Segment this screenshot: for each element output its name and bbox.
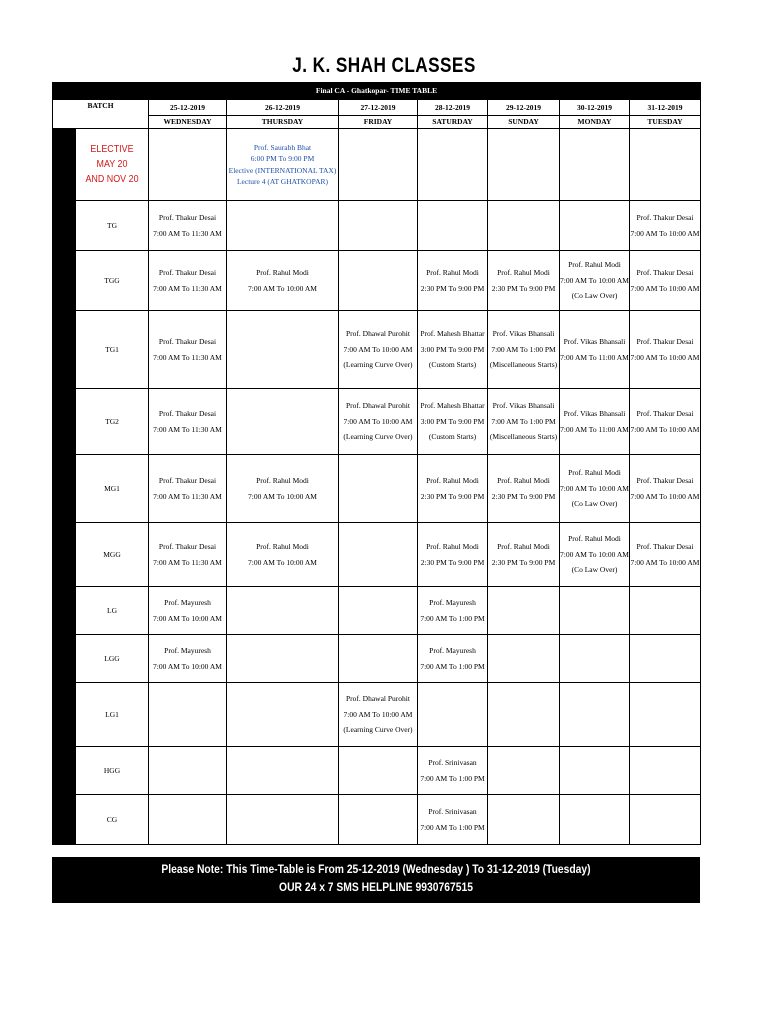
professor-name: Prof. Rahul Modi	[256, 476, 309, 486]
date-header: 26-12-2019	[227, 100, 339, 116]
batch-name: TG	[76, 201, 149, 251]
elective-cell-thursday	[227, 129, 339, 201]
elective-professor: Prof. Saurabh Bhat	[253, 142, 312, 152]
schedule-cell	[488, 251, 560, 311]
batch-name: LGG	[76, 635, 149, 683]
schedule-cell	[630, 311, 701, 389]
schedule-cell	[630, 683, 701, 747]
professor-name: Prof. Dhawal Purohit	[346, 329, 410, 339]
class-time: 7:00 AM To 10:00 AM	[560, 483, 629, 493]
schedule-cell	[149, 455, 227, 523]
class-time: 7:00 AM To 10:00 AM	[248, 557, 317, 567]
professor-name: Prof. Mayuresh	[429, 646, 476, 656]
class-time: 3:00 PM To 9:00 PM	[420, 416, 485, 426]
schedule-cell	[227, 635, 339, 683]
schedule-cell	[149, 587, 227, 635]
class-time: 7:00 AM To 11:30 AM	[153, 424, 222, 434]
batch-name: HGG	[76, 747, 149, 795]
schedule-cell	[227, 747, 339, 795]
class-time: 7:00 AM To 1:00 PM	[420, 822, 485, 832]
schedule-cell	[630, 795, 701, 845]
schedule-cell	[149, 683, 227, 747]
professor-name: Prof. Rahul Modi	[426, 542, 479, 552]
schedule-cell	[560, 201, 630, 251]
batch-name: MG1	[76, 455, 149, 523]
professor-name: Prof. Thakur Desai	[636, 213, 694, 223]
class-time: 7:00 AM To 11:30 AM	[153, 283, 222, 293]
schedule-cell	[488, 635, 560, 683]
table-row	[53, 795, 701, 845]
schedule-cell	[339, 587, 418, 635]
class-time: 7:00 AM To 1:00 PM	[491, 344, 556, 354]
schedule-cell	[488, 747, 560, 795]
batch-header: BATCH	[53, 100, 149, 129]
timetable	[52, 82, 701, 845]
schedule-cell	[227, 201, 339, 251]
batch-name: TG2	[76, 389, 149, 455]
class-time: 7:00 AM To 10:00 AM	[248, 491, 317, 501]
elective-cell-friday	[339, 129, 418, 201]
class-time: 7:00 AM To 1:00 PM	[420, 613, 485, 623]
schedule-cell	[560, 251, 630, 311]
schedule-cell	[418, 523, 488, 587]
class-time: 7:00 AM To 11:30 AM	[153, 557, 222, 567]
elective-lecture: Lecture 4 (AT GHATKOPAR)	[236, 176, 329, 186]
professor-name: Prof. Rahul Modi	[497, 268, 550, 278]
professor-name: Prof. Mayuresh	[164, 646, 211, 656]
professor-name: Prof. Rahul Modi	[497, 542, 550, 552]
schedule-cell	[149, 795, 227, 845]
schedule-cell	[630, 747, 701, 795]
schedule-cell	[418, 635, 488, 683]
professor-name: Prof. Thakur Desai	[158, 476, 217, 486]
schedule-cell	[418, 747, 488, 795]
class-time: 7:00 AM To 11:00 AM	[560, 352, 629, 362]
schedule-cell	[418, 795, 488, 845]
batch-name: LG1	[76, 683, 149, 747]
schedule-cell	[418, 455, 488, 523]
schedule-cell	[560, 635, 630, 683]
schedule-cell	[418, 311, 488, 389]
schedule-cell	[339, 311, 418, 389]
class-note: (Co Law Over)	[571, 499, 618, 509]
schedule-cell	[630, 201, 701, 251]
schedule-cell	[418, 389, 488, 455]
schedule-cell	[488, 311, 560, 389]
class-time: 2:30 PM To 9:00 PM	[491, 557, 556, 567]
schedule-cell	[227, 795, 339, 845]
schedule-cell	[227, 455, 339, 523]
elective-subject: Elective (INTERNATIONAL TAX)	[228, 165, 337, 175]
table-row	[53, 455, 701, 523]
schedule-cell	[630, 455, 701, 523]
schedule-cell	[149, 389, 227, 455]
schedule-cell	[149, 201, 227, 251]
day-header: SUNDAY	[488, 116, 560, 129]
class-time: 2:30 PM To 9:00 PM	[420, 557, 485, 567]
professor-name: Prof. Vikas Bhansali	[492, 329, 555, 339]
elective-label-line1: ELECTIVE MAY 20	[90, 143, 134, 171]
schedule-cell	[488, 455, 560, 523]
schedule-cell	[630, 523, 701, 587]
schedule-cell	[149, 635, 227, 683]
batch-name: TG1	[76, 311, 149, 389]
professor-name: Prof. Thakur Desai	[636, 337, 694, 347]
location-label	[53, 129, 85, 845]
class-time: 7:00 AM To 10:00 AM	[343, 416, 413, 426]
professor-name: Prof. Rahul Modi	[426, 268, 479, 278]
class-time: 7:00 AM To 10:00 AM	[630, 557, 700, 567]
class-note: (Learning Curve Over)	[343, 725, 413, 735]
schedule-cell	[560, 587, 630, 635]
class-note: (Miscellaneous Starts)	[489, 432, 558, 442]
class-note: (Learning Curve Over)	[343, 432, 413, 442]
schedule-cell	[227, 251, 339, 311]
date-header: 28-12-2019	[418, 100, 488, 116]
schedule-cell	[339, 747, 418, 795]
schedule-cell	[418, 251, 488, 311]
schedule-cell	[560, 389, 630, 455]
table-row	[53, 587, 701, 635]
professor-name: Prof. Thakur Desai	[158, 213, 217, 223]
professor-name: Prof. Dhawal Purohit	[346, 694, 410, 704]
date-header: 27-12-2019	[339, 100, 418, 116]
day-header: FRIDAY	[339, 116, 418, 129]
class-time: 7:00 AM To 11:00 AM	[560, 424, 629, 434]
class-time: 7:00 AM To 10:00 AM	[630, 424, 700, 434]
schedule-cell	[630, 587, 701, 635]
table-row	[53, 635, 701, 683]
class-time: 7:00 AM To 11:30 AM	[153, 228, 222, 238]
professor-name: Prof. Mahesh Bhattar	[420, 329, 485, 339]
page-title: J. K. SHAH CLASSES	[292, 54, 476, 77]
class-time: 2:30 PM To 9:00 PM	[491, 283, 556, 293]
day-header: TUESDAY	[630, 116, 701, 129]
day-header: MONDAY	[560, 116, 630, 129]
day-header: WEDNESDAY	[149, 116, 227, 129]
class-time: 7:00 AM To 10:00 AM	[560, 275, 629, 285]
class-time: 7:00 AM To 10:00 AM	[630, 491, 700, 501]
schedule-cell	[339, 795, 418, 845]
footer-note: Please Note: This Time-Table is From 25-12-2019 (Wednesday ) To 31-12-2019 (Tuesday)	[161, 862, 591, 876]
footer-helpline: OUR 24 x 7 SMS HELPLINE 9930767515	[279, 880, 473, 894]
class-time: 7:00 AM To 11:30 AM	[153, 352, 222, 362]
schedule-cell	[488, 523, 560, 587]
professor-name: Prof. Vikas Bhansali	[563, 337, 626, 347]
table-row	[53, 683, 701, 747]
elective-cell-tuesday	[630, 129, 701, 201]
class-time: 7:00 AM To 10:00 AM	[153, 661, 222, 671]
schedule-cell	[339, 201, 418, 251]
schedule-cell	[488, 587, 560, 635]
professor-name: Prof. Rahul Modi	[568, 534, 621, 544]
professor-name: Prof. Mayuresh	[429, 598, 476, 608]
timetable-subtitle: Final CA - Ghatkopar- TIME TABLE	[53, 83, 701, 100]
class-note: (Custom Starts)	[428, 360, 477, 370]
class-note: (Learning Curve Over)	[343, 360, 413, 370]
schedule-cell	[339, 523, 418, 587]
professor-name: Prof. Thakur Desai	[636, 409, 694, 419]
class-note: (Custom Starts)	[428, 432, 477, 442]
class-time: 7:00 AM To 10:00 AM	[630, 352, 700, 362]
schedule-cell	[488, 201, 560, 251]
elective-cell-monday	[560, 129, 630, 201]
schedule-cell	[339, 251, 418, 311]
class-time: 2:30 PM To 9:00 PM	[491, 491, 556, 501]
schedule-cell	[560, 683, 630, 747]
class-time: 7:00 AM To 10:00 AM	[630, 228, 700, 238]
schedule-cell	[149, 251, 227, 311]
schedule-cell	[418, 683, 488, 747]
date-header: 30-12-2019	[560, 100, 630, 116]
table-row	[53, 523, 701, 587]
class-time: 7:00 AM To 1:00 PM	[491, 416, 556, 426]
schedule-cell	[339, 683, 418, 747]
professor-name: Prof. Dhawal Purohit	[346, 401, 410, 411]
professor-name: Prof. Thakur Desai	[158, 542, 217, 552]
schedule-cell	[560, 455, 630, 523]
schedule-cell	[488, 795, 560, 845]
professor-name: Prof. Rahul Modi	[568, 260, 621, 270]
class-time: 3:00 PM To 9:00 PM	[420, 344, 485, 354]
schedule-cell	[630, 251, 701, 311]
schedule-cell	[560, 747, 630, 795]
schedule-cell	[560, 795, 630, 845]
class-time: 7:00 AM To 10:00 AM	[630, 283, 700, 293]
professor-name: Prof. Thakur Desai	[636, 268, 694, 278]
batch-name: TGG	[76, 251, 149, 311]
professor-name: Prof. Thakur Desai	[636, 476, 694, 486]
schedule-cell	[149, 311, 227, 389]
table-row	[53, 201, 701, 251]
professor-name: Prof. Srinivasan	[428, 807, 477, 817]
class-time: 2:30 PM To 9:00 PM	[420, 283, 485, 293]
elective-cell-sunday	[488, 129, 560, 201]
table-row	[53, 251, 701, 311]
class-note: (Co Law Over)	[571, 565, 618, 575]
schedule-cell	[560, 311, 630, 389]
schedule-cell	[488, 389, 560, 455]
schedule-cell	[227, 587, 339, 635]
table-row	[53, 389, 701, 455]
professor-name: Prof. Rahul Modi	[568, 468, 621, 478]
schedule-cell	[149, 523, 227, 587]
professor-name: Prof. Srinivasan	[428, 758, 477, 768]
schedule-cell	[339, 635, 418, 683]
schedule-cell	[149, 747, 227, 795]
batch-name: LG	[76, 587, 149, 635]
class-note: (Miscellaneous Starts)	[489, 360, 558, 370]
class-time: 7:00 AM To 11:30 AM	[153, 491, 222, 501]
elective-label-line2: AND NOV 20	[85, 172, 139, 185]
schedule-cell	[488, 683, 560, 747]
professor-name: Prof. Thakur Desai	[636, 542, 694, 552]
professor-name: Prof. Mayuresh	[164, 598, 211, 608]
professor-name: Prof. Thakur Desai	[158, 337, 217, 347]
schedule-cell	[418, 201, 488, 251]
professor-name: Prof. Rahul Modi	[256, 542, 309, 552]
schedule-cell	[630, 635, 701, 683]
professor-name: Prof. Thakur Desai	[158, 268, 217, 278]
class-time: 2:30 PM To 9:00 PM	[420, 491, 485, 501]
class-time: 7:00 AM To 1:00 PM	[420, 773, 485, 783]
date-header: 25-12-2019	[149, 100, 227, 116]
professor-name: Prof. Thakur Desai	[158, 409, 217, 419]
class-time: 7:00 AM To 10:00 AM	[248, 283, 317, 293]
professor-name: Prof. Vikas Bhansali	[492, 401, 555, 411]
elective-cell-saturday	[418, 129, 488, 201]
elective-label	[76, 129, 149, 201]
schedule-cell	[227, 311, 339, 389]
class-time: 7:00 AM To 10:00 AM	[560, 549, 629, 559]
date-header: 29-12-2019	[488, 100, 560, 116]
table-row	[53, 311, 701, 389]
batch-name: CG	[76, 795, 149, 845]
class-time: 7:00 AM To 1:00 PM	[420, 661, 485, 671]
class-time: 7:00 AM To 10:00 AM	[343, 344, 413, 354]
location-label-text: Ghatkopar	[74, 459, 85, 514]
professor-name: Prof. Rahul Modi	[497, 476, 550, 486]
day-header: THURSDAY	[227, 116, 339, 129]
schedule-cell	[630, 389, 701, 455]
schedule-cell	[227, 683, 339, 747]
professor-name: Prof. Rahul Modi	[426, 476, 479, 486]
date-header: 31-12-2019	[630, 100, 701, 116]
professor-name: Prof. Vikas Bhansali	[563, 409, 626, 419]
schedule-cell	[560, 523, 630, 587]
professor-name: Prof. Rahul Modi	[256, 268, 309, 278]
schedule-cell	[339, 455, 418, 523]
schedule-cell	[227, 389, 339, 455]
schedule-cell	[418, 587, 488, 635]
schedule-cell	[339, 389, 418, 455]
class-time: 7:00 AM To 10:00 AM	[343, 709, 413, 719]
footer-banner	[52, 857, 700, 903]
day-header: SATURDAY	[418, 116, 488, 129]
class-note: (Co Law Over)	[571, 291, 618, 301]
table-row	[53, 747, 701, 795]
class-time: 7:00 AM To 10:00 AM	[153, 613, 222, 623]
elective-cell-wednesday	[149, 129, 227, 201]
schedule-cell	[227, 523, 339, 587]
professor-name: Prof. Mahesh Bhattar	[420, 401, 485, 411]
batch-name: MGG	[76, 523, 149, 587]
elective-time: 6:00 PM To 9:00 PM	[250, 154, 315, 164]
